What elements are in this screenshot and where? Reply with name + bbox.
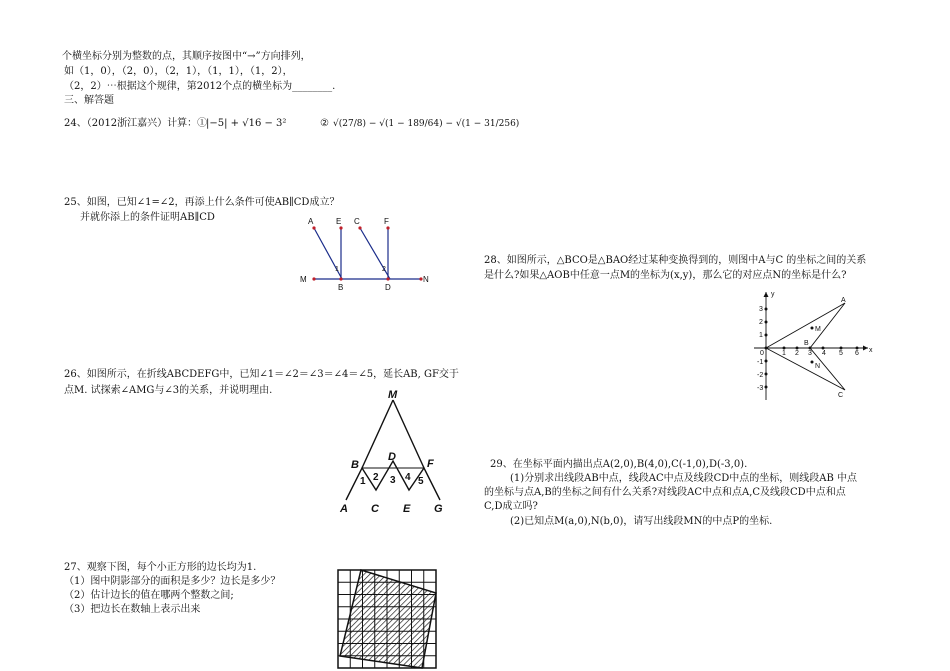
question-29-line-2: (1)分别求出线段AB中点，线段AC中点及线段CD中点的坐标，则线段AB 中点: [510, 473, 858, 484]
question-28-line-1: 28、如图所示，△BCO是△BAO经过某种变换得到的，则图中A与C 的坐标之间的关系: [484, 255, 867, 266]
figure-27-grid: [336, 568, 438, 671]
label-a: A: [308, 217, 314, 226]
label-d: D: [388, 451, 396, 463]
label-f: F: [384, 217, 389, 226]
x-tick-label: 2: [795, 350, 799, 357]
angle-5: 5: [418, 476, 424, 487]
y-tick-label: 3: [759, 306, 763, 313]
label-b: B: [804, 340, 809, 347]
question-25-line-1: 25、如图，已知∠1=∠2，再添上什么条件可使AB∥CD成立？: [64, 197, 340, 208]
origin-label: 0: [760, 350, 764, 357]
label-m: M: [815, 326, 821, 333]
label-a: A: [841, 297, 846, 304]
question-29-line-3: 的坐标与点A,B的坐标之间有什么关系?对线段AC中点和点A,C及线段CD中点和点: [484, 487, 846, 498]
question-24-formula-1: |−5| + √16 − 3²: [206, 118, 287, 129]
x-tick-label: 5: [839, 350, 843, 357]
angle-4: 4: [405, 472, 411, 483]
x-tick-label: 6: [855, 350, 859, 357]
label-n: N: [815, 363, 821, 370]
angle-3: 3: [390, 475, 396, 486]
axis-label-x: x: [869, 347, 873, 354]
question-27-line-4: （3）把边长在数轴上表示出来: [64, 604, 201, 615]
y-tick-label: 2: [759, 319, 763, 326]
y-tick-label: 1: [759, 332, 763, 339]
label-c: C: [838, 392, 844, 399]
label-c: C: [354, 217, 360, 226]
text-line: 个横坐标分别为整数的点，其顺序按图中“→”方向排列，: [62, 51, 311, 62]
angle-1: 1: [335, 266, 339, 273]
question-25-line-2: 并就你添上的条件证明AB∥CD: [80, 212, 215, 223]
figure-28-coordinate-plane: [752, 288, 882, 403]
label-m: M: [388, 389, 398, 401]
question-28-line-2: 是什么?如果△AOB中任意一点M的坐标为(x,y)，那么它的对应点N的坐标是什么?: [484, 270, 847, 281]
angle-1: 1: [360, 476, 366, 487]
question-29-line-4: C,D成立吗?: [484, 501, 538, 512]
point-m: [811, 327, 814, 330]
x-tick-label: 1: [782, 350, 786, 357]
label-g: G: [434, 503, 443, 513]
label-b: B: [338, 283, 344, 292]
question-24-mark-2: ②: [320, 118, 329, 129]
x-tick-label: 4: [822, 350, 826, 357]
label-d: D: [385, 283, 391, 292]
angle-2: 2: [382, 266, 386, 273]
label-c: C: [371, 503, 379, 513]
label-a: A: [340, 503, 348, 513]
label-b: B: [351, 459, 359, 471]
axis-label-y: y: [771, 291, 775, 298]
label-n: N: [423, 275, 429, 284]
text-line: 如（1，0），（2，0），（2，1），（1，1），（1，2），: [64, 66, 293, 77]
question-24-prefix: 24、（2012浙江嘉兴）计算：①: [64, 118, 208, 129]
question-26-line-2: 点M. 试探索∠AMG与∠3的关系，并说明理由.: [64, 385, 273, 396]
angle-2: 2: [373, 472, 379, 483]
point-n: [811, 361, 814, 364]
label-m: M: [300, 275, 307, 284]
question-27-line-1: 27、观察下图，每个小正方形的边长均为1.: [64, 562, 257, 573]
question-27-line-2: （1）图中阴影部分的面积是多少？边长是多少？: [64, 576, 281, 587]
triangle-cbo: [766, 348, 845, 390]
question-29-line-1: 29、在坐标平面内描出点A(2,0),B(4,0),C(-1,0),D(-3,0).: [490, 459, 748, 470]
question-29-line-5: (2)已知点M(a,0),N(b,0)，请写出线段MN的中点P的坐标.: [510, 516, 773, 527]
question-26-line-1: 26、如图所示，在折线ABCDEFG中，已知∠1＝∠2＝∠3＝∠4＝∠5，延长AB, GF交于: [64, 369, 459, 380]
text-line: （2，2）⋯根据这个规律，第2012个点的横坐标为________.: [64, 81, 336, 92]
x-tick-label: 3: [808, 350, 812, 357]
question-27-line-3: （2）估计边长的值在哪两个整数之间;: [64, 590, 234, 601]
label-e: E: [403, 503, 411, 513]
y-tick-label: -1: [757, 359, 764, 366]
extension-fm: [393, 400, 424, 468]
section-heading: 三、解答题: [64, 95, 114, 106]
question-24-formula-2: √(27/8) − √(1 − 189/64) − √(1 − 31/256): [333, 119, 520, 129]
figure-26: [336, 388, 446, 513]
y-tick-label: -3: [757, 385, 764, 392]
figure-25: [296, 214, 436, 294]
label-f: F: [427, 458, 434, 470]
label-e: E: [336, 217, 342, 226]
y-tick-label: -2: [757, 372, 764, 379]
